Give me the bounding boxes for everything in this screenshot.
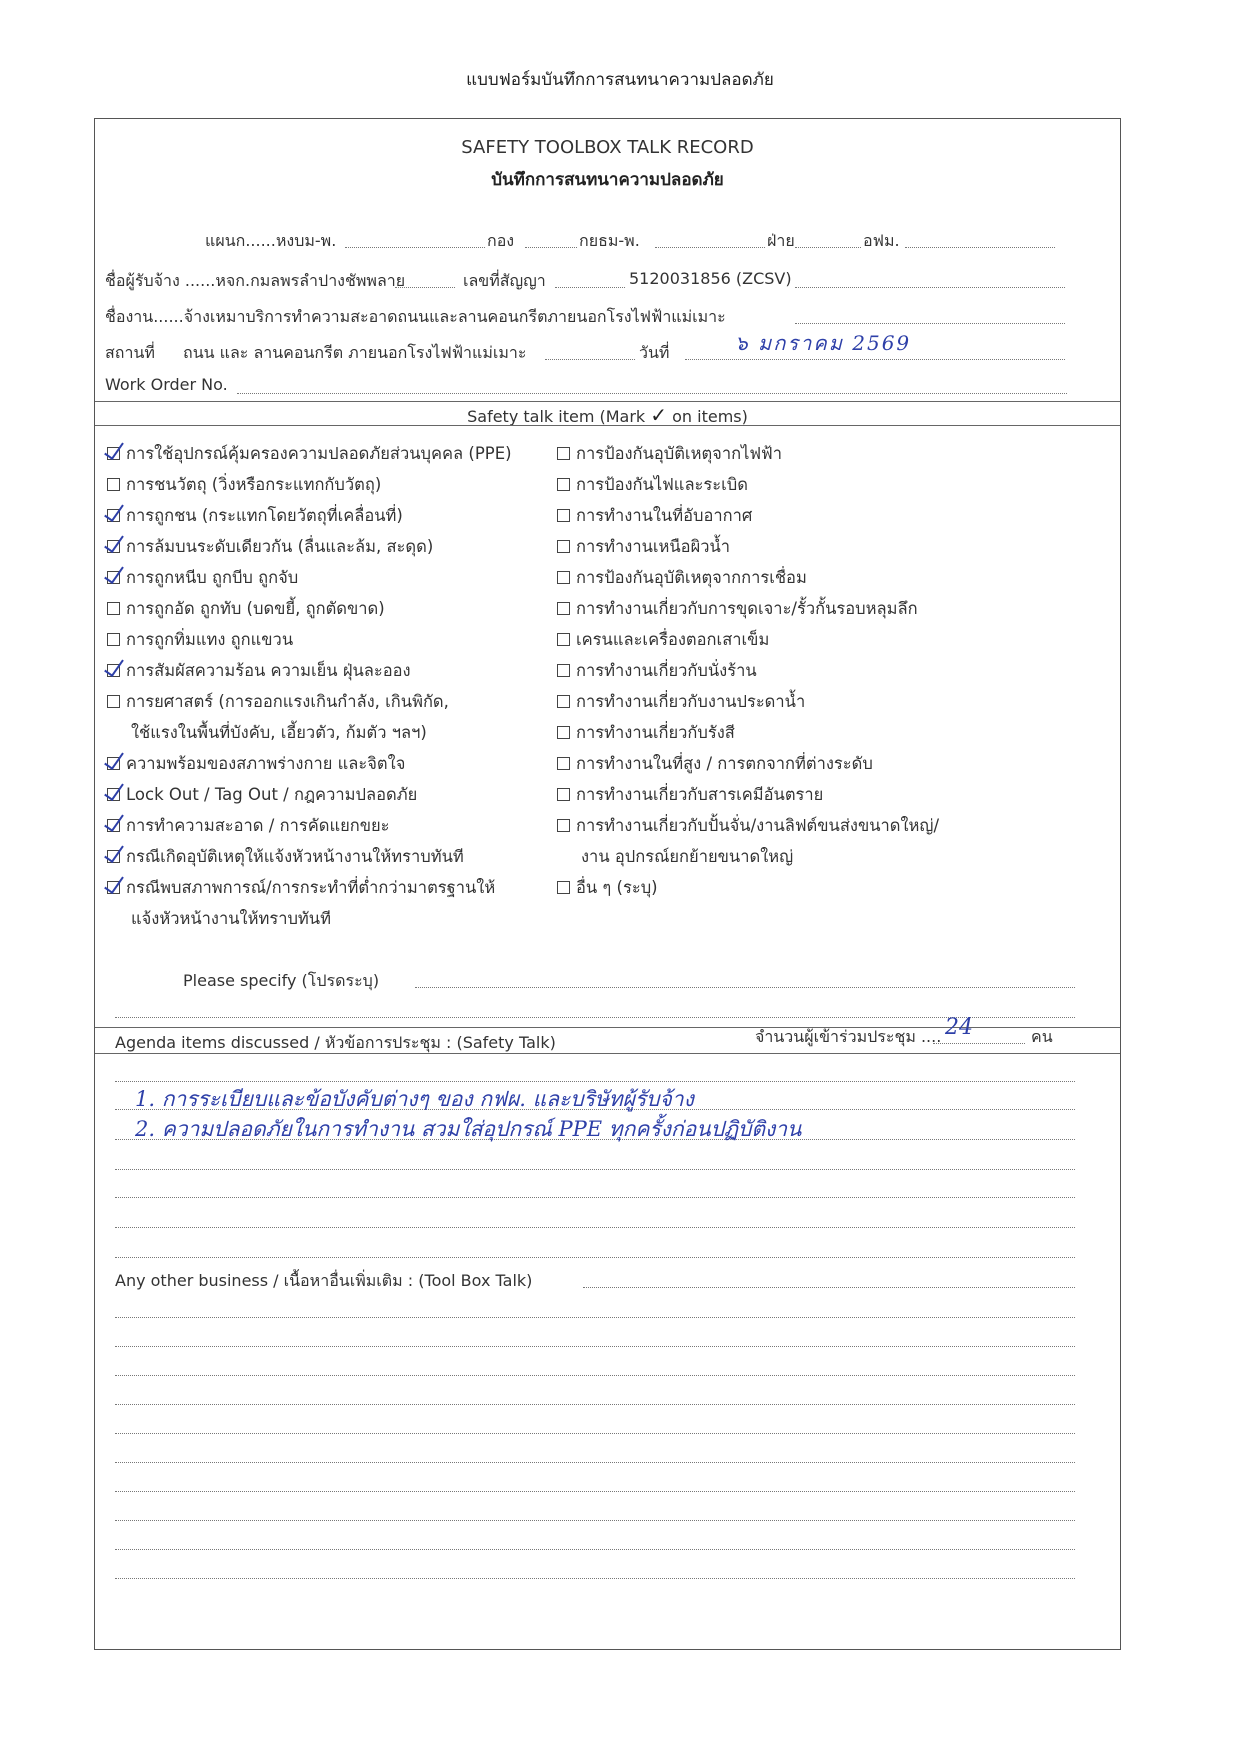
checkbox[interactable] bbox=[557, 819, 570, 832]
other-business-line bbox=[115, 1520, 1075, 1521]
other-business-line bbox=[115, 1317, 1075, 1318]
safety-item-label: งาน อุปกรณ์ยกย้ายขนาดใหญ่ bbox=[581, 847, 794, 866]
safety-item bbox=[107, 534, 433, 560]
safety-item bbox=[107, 689, 449, 715]
other-business-dots bbox=[583, 1287, 1075, 1288]
contract-no-dots bbox=[555, 287, 625, 288]
safety-item-label: เครนและเครื่องตอกเสาเข็ม bbox=[576, 630, 770, 649]
checkbox[interactable] bbox=[557, 881, 570, 894]
date-dots bbox=[685, 359, 1065, 360]
safety-item bbox=[557, 627, 769, 653]
divider bbox=[95, 401, 1120, 402]
other-business-line bbox=[115, 1578, 1075, 1579]
agenda-line bbox=[115, 1257, 1075, 1258]
safety-item bbox=[107, 813, 390, 839]
safety-item bbox=[557, 441, 782, 467]
safety-item-label: การถูกหนีบ ถูกบีบ ถูกจับ bbox=[126, 568, 299, 587]
checkbox[interactable] bbox=[107, 788, 120, 801]
location-value: ถนน และ ลานคอนกรีต ภายนอกโรงไฟฟ้าแม่เมาะ bbox=[183, 343, 527, 362]
divider bbox=[95, 425, 1120, 426]
contract-tail-dots bbox=[795, 287, 1065, 288]
please-specify-dots-2 bbox=[115, 1017, 1075, 1018]
contractor-label: ชื่อผู้รับจ้าง ......หจก.กมลพรลำปางชัพพลาย bbox=[105, 271, 406, 290]
agenda-line bbox=[115, 1169, 1075, 1170]
safety-item bbox=[581, 844, 793, 870]
safety-item bbox=[557, 720, 735, 746]
safety-items-title: Safety talk item (Mark ✓ on items) bbox=[467, 403, 748, 427]
safety-item-label: การทำงานเกี่ยวกับรังสี bbox=[576, 723, 735, 742]
location-dots bbox=[545, 359, 635, 360]
date-handwritten: ๖ มกราคม 2569 bbox=[735, 331, 912, 355]
checkbox[interactable] bbox=[557, 664, 570, 677]
safety-item bbox=[107, 844, 464, 870]
contractor-dots bbox=[395, 287, 455, 288]
safety-item bbox=[107, 441, 512, 467]
checkbox[interactable] bbox=[557, 571, 570, 584]
checkbox[interactable] bbox=[107, 509, 120, 522]
other-business-line bbox=[115, 1433, 1075, 1434]
safety-item-label: การทำงานเกี่ยวกับงานประดาน้ำ bbox=[576, 692, 806, 711]
safety-item bbox=[107, 565, 298, 591]
safety-item-label: การถูกอัด ถูกทับ (บดขยี้, ถูกตัดขาด) bbox=[126, 599, 385, 618]
job-name-dots bbox=[795, 323, 1065, 324]
safety-item-label: การล้มบนระดับเดียวกัน (ลื่นและล้ม, สะดุด) bbox=[126, 537, 434, 556]
agenda-line bbox=[115, 1081, 1075, 1082]
checkbox[interactable] bbox=[557, 788, 570, 801]
safety-item bbox=[107, 658, 411, 684]
checkbox[interactable] bbox=[557, 633, 570, 646]
other-business-line bbox=[115, 1491, 1075, 1492]
division2-dots bbox=[655, 247, 765, 248]
checkbox[interactable] bbox=[107, 695, 120, 708]
safety-item bbox=[107, 875, 495, 901]
safety-item-label: การทำงานในที่สูง / การตกจากที่ต่างระดับ bbox=[576, 754, 873, 773]
checkbox[interactable] bbox=[107, 850, 120, 863]
work-order-label: Work Order No. bbox=[105, 375, 228, 394]
please-specify-label: Please specify (โปรดระบุ) bbox=[183, 971, 380, 990]
safety-item-label: การทำงานเกี่ยวกับปั้นจั่น/งานลิฟต์ขนส่งขนาดใหญ่/ bbox=[576, 816, 940, 835]
safety-item bbox=[557, 472, 748, 498]
page-heading: แบบฟอร์มบันทึกการสนทนาความปลอดภัย bbox=[466, 70, 774, 90]
safety-item-label: ความพร้อมของสภาพร่างกาย และจิตใจ bbox=[126, 754, 406, 773]
safety-item-label: อื่น ๆ (ระบุ) bbox=[576, 878, 658, 897]
other-business-line bbox=[115, 1404, 1075, 1405]
checkbox[interactable] bbox=[557, 509, 570, 522]
other-business-line bbox=[115, 1462, 1075, 1463]
contract-no-value: 5120031856 (ZCSV) bbox=[629, 269, 792, 288]
safety-item-label: Lock Out / Tag Out / กฎความปลอดภัย bbox=[126, 785, 418, 804]
agenda-handwritten-line-2: 2. ความปลอดภัยในการทำงาน สวมใส่อุปกรณ์ PPE ทุกครั้งก่อนปฏิบัติงาน bbox=[135, 1117, 802, 1141]
checkbox[interactable] bbox=[107, 819, 120, 832]
form-title-en: SAFETY TOOLBOX TALK RECORD bbox=[461, 137, 754, 158]
safety-item bbox=[557, 565, 807, 591]
division-label: กอง bbox=[487, 231, 515, 250]
safety-item bbox=[557, 689, 805, 715]
date-label: วันที่ bbox=[639, 343, 670, 362]
safety-item bbox=[131, 906, 331, 932]
agenda-label: Agenda items discussed / หัวข้อการประชุม : (Safety Talk) bbox=[115, 1033, 556, 1052]
safety-item-label: แจ้งหัวหน้างานให้ทราบทันที bbox=[131, 909, 331, 928]
division-dots bbox=[525, 247, 577, 248]
attendees-dots bbox=[933, 1043, 1025, 1044]
attendees-value: 24 bbox=[945, 1015, 973, 1040]
attendees-unit: คน bbox=[1031, 1027, 1053, 1046]
work-order-dots bbox=[237, 393, 1067, 394]
checkbox[interactable] bbox=[557, 447, 570, 460]
checkbox[interactable] bbox=[107, 664, 120, 677]
division2-label: กยธม-พ. bbox=[579, 231, 640, 250]
checkbox[interactable] bbox=[107, 602, 120, 615]
other-business-line bbox=[115, 1549, 1075, 1550]
divider bbox=[95, 1053, 1120, 1054]
checkbox[interactable] bbox=[107, 571, 120, 584]
location-label: สถานที่ bbox=[105, 343, 155, 362]
safety-item-label: การป้องกันอุบัติเหตุจากการเชื่อม bbox=[576, 568, 807, 587]
safety-item-label: การทำงานเหนือผิวน้ำ bbox=[576, 537, 731, 556]
safety-item bbox=[557, 503, 752, 529]
other-business-line bbox=[115, 1346, 1075, 1347]
safety-item-label: การทำงานเกี่ยวกับการขุดเจาะ/รั้วกั้นรอบหลุมลึก bbox=[576, 599, 918, 618]
safety-item bbox=[557, 782, 823, 808]
safety-item bbox=[107, 503, 403, 529]
checkbox[interactable] bbox=[107, 540, 120, 553]
checkbox[interactable] bbox=[557, 540, 570, 553]
safety-item-label: การสัมผัสความร้อน ความเย็น ฝุ่นละออง bbox=[126, 661, 411, 680]
safety-item bbox=[107, 596, 385, 622]
checkbox[interactable] bbox=[107, 447, 120, 460]
safety-item-label: การป้องกันไฟและระเบิด bbox=[576, 475, 748, 494]
safety-item bbox=[557, 658, 757, 684]
section-label: ฝ่าย bbox=[767, 231, 795, 250]
office-dots bbox=[905, 247, 1055, 248]
checkbox[interactable] bbox=[557, 726, 570, 739]
safety-item bbox=[107, 472, 381, 498]
safety-item-label: การยศาสตร์ (การออกแรงเกินกำลัง, เกินพิกัด, bbox=[126, 692, 449, 711]
other-business-label: Any other business / เนื้อหาอื่นเพิ่มเติม : (Tool Box Talk) bbox=[115, 1271, 533, 1290]
safety-item bbox=[557, 751, 873, 777]
safety-item bbox=[557, 875, 658, 901]
safety-item-label: การทำความสะอาด / การคัดแยกขยะ bbox=[126, 816, 390, 835]
safety-item-label: ใช้แรงในพื้นที่บังคับ, เอี้ยวตัว, ก้มตัว ฯลฯ) bbox=[131, 723, 427, 742]
office-label: อฟม. bbox=[863, 231, 900, 250]
contract-no-label: เลขที่สัญญา bbox=[463, 271, 546, 290]
safety-item bbox=[557, 596, 918, 622]
job-name-label: ชื่องาน......จ้างเหมาบริการทำความสะอาดถนนและลานคอนกรีตภายนอกโรงไฟฟ้าแม่เมาะ bbox=[105, 307, 726, 326]
safety-item-label: การถูกชน (กระแทกโดยวัตถุที่เคลื่อนที่) bbox=[126, 506, 403, 525]
please-specify-dots bbox=[415, 987, 1075, 988]
agenda-handwritten-line-1: 1. การระเบียบและข้อบังคับต่างๆ ของ กฟผ. และบริษัทผู้รับจ้าง bbox=[135, 1087, 694, 1111]
form-title-th: บันทึกการสนทนาความปลอดภัย bbox=[491, 170, 724, 190]
safety-item-label: การทำงานเกี่ยวกับสารเคมีอันตราย bbox=[576, 785, 824, 804]
checkbox[interactable] bbox=[557, 478, 570, 491]
checkbox[interactable] bbox=[107, 633, 120, 646]
safety-item bbox=[557, 813, 939, 839]
safety-item bbox=[557, 534, 730, 560]
other-business-line bbox=[115, 1375, 1075, 1376]
checkbox[interactable] bbox=[557, 695, 570, 708]
safety-item-label: การถูกทิ่มแทง ถูกแขวน bbox=[126, 630, 294, 649]
safety-item-label: การชนวัตถุ (วิ่งหรือกระแทกกับวัตถุ) bbox=[126, 475, 382, 494]
agenda-line bbox=[115, 1227, 1075, 1228]
safety-item-label: กรณีเกิดอุบัติเหตุให้แจ้งหัวหน้างานให้ทราบทันที bbox=[126, 847, 464, 866]
agenda-line bbox=[115, 1197, 1075, 1198]
safety-item-label: การป้องกันอุบัติเหตุจากไฟฟ้า bbox=[576, 444, 783, 463]
safety-item bbox=[107, 627, 293, 653]
attendees-label: จำนวนผู้เข้าร่วมประชุม .... bbox=[755, 1027, 942, 1046]
checkbox[interactable] bbox=[107, 478, 120, 491]
safety-item-label: การใช้อุปกรณ์คุ้มครองความปลอดภัยส่วนบุคคล (PPE) bbox=[126, 444, 512, 463]
department-label: แผนก......หงบม-พ. bbox=[205, 231, 337, 250]
safety-item-label: การทำงานในที่อับอากาศ bbox=[576, 506, 753, 525]
checkbox[interactable] bbox=[557, 602, 570, 615]
safety-item bbox=[107, 782, 417, 808]
safety-item-label: กรณีพบสภาพการณ์/การกระทำที่ต่ำกว่ามาตรฐานให้ bbox=[126, 878, 496, 897]
check-mark-icon: ✓ bbox=[650, 403, 668, 427]
department-dots bbox=[345, 247, 485, 248]
safety-item bbox=[107, 751, 405, 777]
checkbox[interactable] bbox=[107, 757, 120, 770]
safety-toolbox-form bbox=[94, 118, 1121, 1650]
safety-item bbox=[131, 720, 427, 746]
checkbox[interactable] bbox=[107, 881, 120, 894]
checkbox[interactable] bbox=[557, 757, 570, 770]
safety-item-label: การทำงานเกี่ยวกับนั่งร้าน bbox=[576, 661, 757, 680]
section-dots bbox=[795, 247, 861, 248]
